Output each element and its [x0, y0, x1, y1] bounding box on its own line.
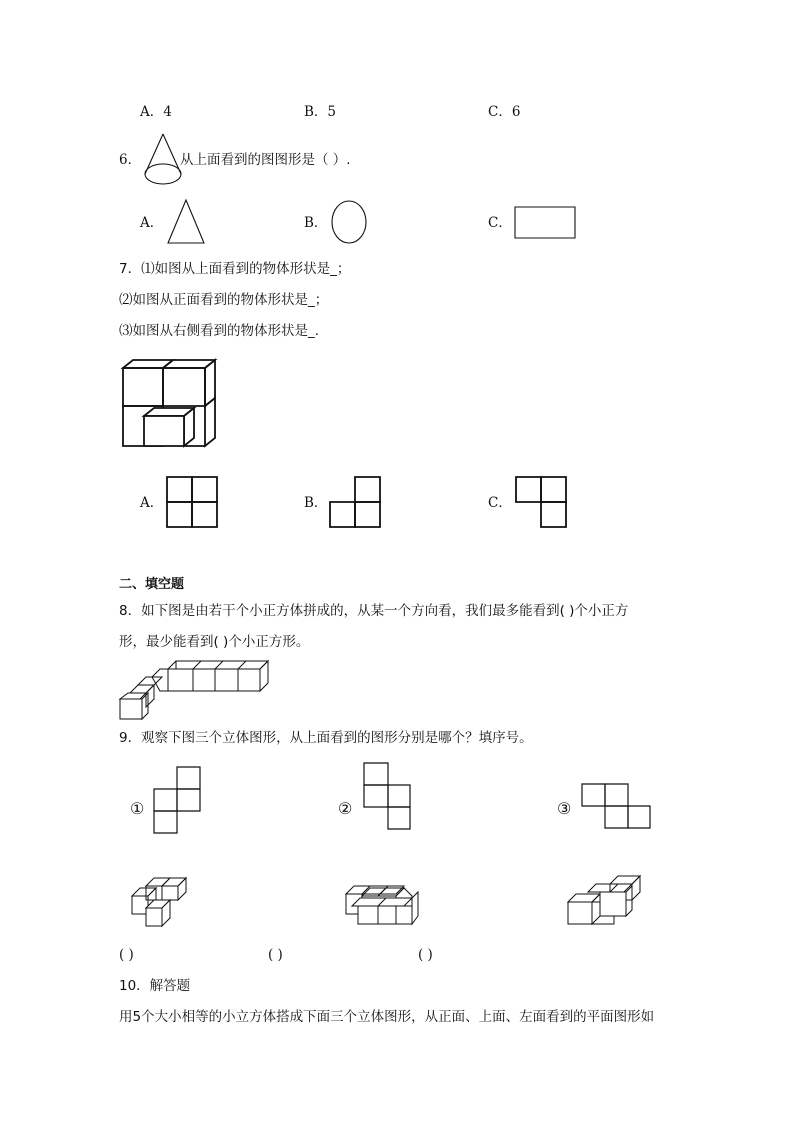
q9-view-1 [152, 765, 204, 835]
q6-option-b-label: B． [304, 215, 328, 231]
q9-blank-2[interactable]: ( ) [268, 947, 283, 963]
q8-cube-row-figure [118, 657, 274, 721]
q7-line-3: ⑶如图从右侧看到的物体形状是_. [119, 323, 320, 339]
q9-question-text: 9．观察下图三个立体图形，从上面看到的图形分别是哪个？填序号。 [119, 730, 533, 746]
q6-option-a-label: A． [140, 215, 164, 231]
q9-blank-3[interactable]: ( ) [418, 947, 433, 963]
q5-option-b: B．5 [304, 104, 337, 120]
q10-text: 用5个大小相等的小立方体搭成下面三个立体图形，从正面、上面、左面看到的平面图形如 [119, 1009, 655, 1025]
section-title: 二、填空题 [119, 577, 185, 592]
q9-blank-1[interactable]: ( ) [119, 947, 134, 963]
q7-cube-figure [118, 357, 226, 453]
q7-option-a-grid [166, 476, 220, 530]
q7-option-b-grid [328, 476, 384, 530]
q7-option-b-label: B． [304, 495, 328, 511]
q9-label-3: ③ [557, 799, 572, 818]
q5-option-a: A．4 [140, 104, 172, 120]
triangle-shape [166, 199, 206, 245]
q7-option-a-label: A． [140, 495, 164, 511]
q9-label-1: ① [130, 799, 145, 818]
q6-option-c-label: C． [488, 215, 512, 231]
q9-label-2: ② [338, 799, 353, 818]
q10-title: 10．解答题 [119, 978, 191, 994]
q9-view-2 [362, 761, 414, 831]
q8-line-1: 8．如下图是由若干个小正方体拼成的，从某一个方向看，我们最多能看到( )个小正方 [119, 603, 629, 619]
q7-line-1: 7．⑴如图从上面看到的物体形状是_； [119, 261, 351, 277]
q8-line-2: 形，最少能看到( )个小正方形。 [119, 634, 310, 650]
q7-line-2: ⑵如图从正面看到的物体形状是_； [119, 292, 329, 308]
circle-shape [330, 200, 370, 246]
q9-solid-1 [128, 874, 192, 930]
q9-solid-2 [342, 880, 420, 930]
q7-option-c-label: C． [488, 495, 512, 511]
q9-solid-3 [566, 874, 646, 930]
q7-option-c-grid [514, 476, 570, 530]
rectangle-shape [514, 206, 578, 240]
q9-view-3 [580, 782, 652, 830]
q5-option-c: C．6 [488, 104, 521, 120]
q6-number: 6． [119, 152, 142, 168]
q6-question-text: 从上面看到的图图形是（ ）. [180, 152, 351, 168]
